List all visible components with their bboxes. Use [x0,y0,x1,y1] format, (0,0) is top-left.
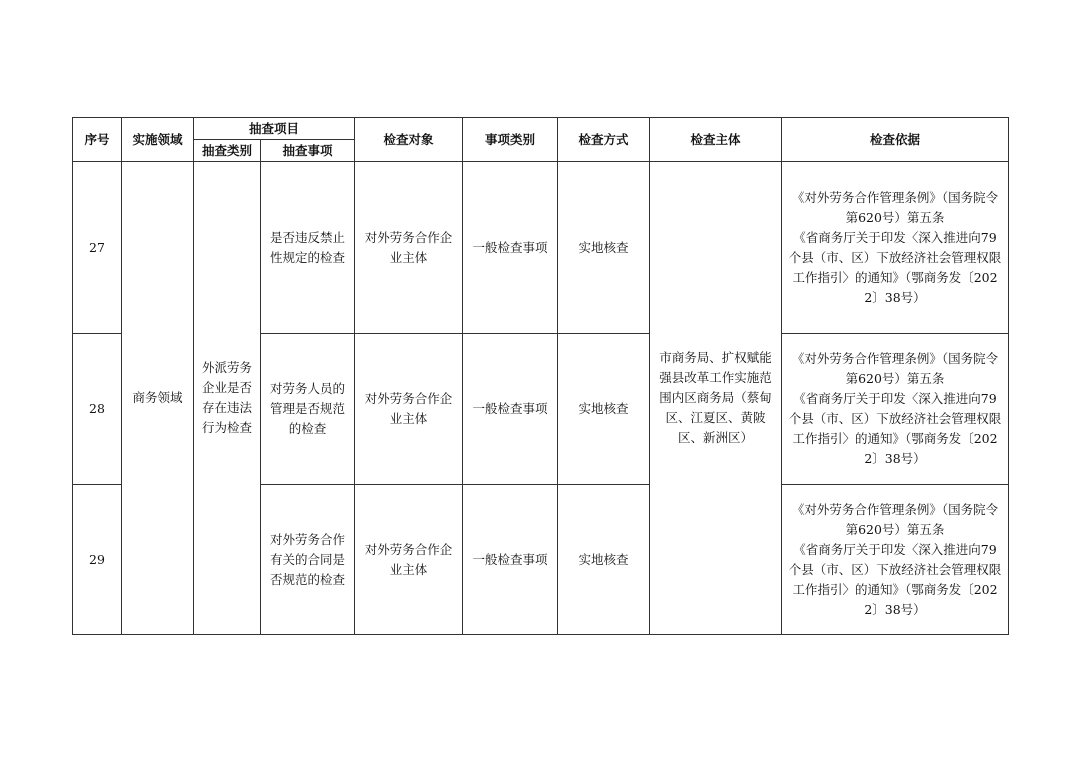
cell-basis: 《对外劳务合作管理条例》（国务院令第620号）第五条 《省商务厅关于印发〈深入推进向79个县（市、区）下放经济社会管理权限工作指引〉的通知》（鄂商务发〔2022〕38号） [782,162,1009,334]
cell-field: 商务领域 [122,162,194,635]
header-category: 抽查类别 [194,140,261,162]
header-object: 检查对象 [355,118,463,162]
cell-method: 实地核查 [558,162,650,334]
cell-object: 对外劳务合作企业主体 [355,485,463,635]
cell-matter: 是否违反禁止性规定的检查 [261,162,355,334]
cell-type: 一般检查事项 [463,485,558,635]
cell-method: 实地核查 [558,485,650,635]
cell-seq: 27 [73,162,122,334]
cell-seq: 28 [73,334,122,485]
cell-basis: 《对外劳务合作管理条例》（国务院令第620号）第五条 《省商务厅关于印发〈深入推进向79个县（市、区）下放经济社会管理权限工作指引〉的通知》（鄂商务发〔2022〕38号） [782,334,1009,485]
header-type: 事项类别 [463,118,558,162]
header-item-group: 抽查项目 [194,118,355,140]
header-matter: 抽查事项 [261,140,355,162]
cell-basis: 《对外劳务合作管理条例》（国务院令第620号）第五条 《省商务厅关于印发〈深入推进向79个县（市、区）下放经济社会管理权限工作指引〉的通知》（鄂商务发〔2022〕38号） [782,485,1009,635]
cell-object: 对外劳务合作企业主体 [355,334,463,485]
header-field: 实施领域 [122,118,194,162]
table-row [73,162,1009,334]
cell-subject: 市商务局、扩权赋能强县改革工作实施范围内区商务局（蔡甸区、江夏区、黄陂区、新洲区） [650,162,782,635]
cell-matter: 对劳务人员的管理是否规范的检查 [261,334,355,485]
cell-object: 对外劳务合作企业主体 [355,162,463,334]
cell-matter: 对外劳务合作有关的合同是否规范的检查 [261,485,355,635]
inspection-table [72,117,1009,635]
header-method: 检查方式 [558,118,650,162]
header-basis: 检查依据 [782,118,1009,162]
cell-type: 一般检查事项 [463,334,558,485]
cell-seq: 29 [73,485,122,635]
header-subject: 检查主体 [650,118,782,162]
cell-type: 一般检查事项 [463,162,558,334]
cell-category: 外派劳务企业是否存在违法行为检查 [194,162,261,635]
cell-method: 实地核查 [558,334,650,485]
header-seq: 序号 [73,118,122,162]
